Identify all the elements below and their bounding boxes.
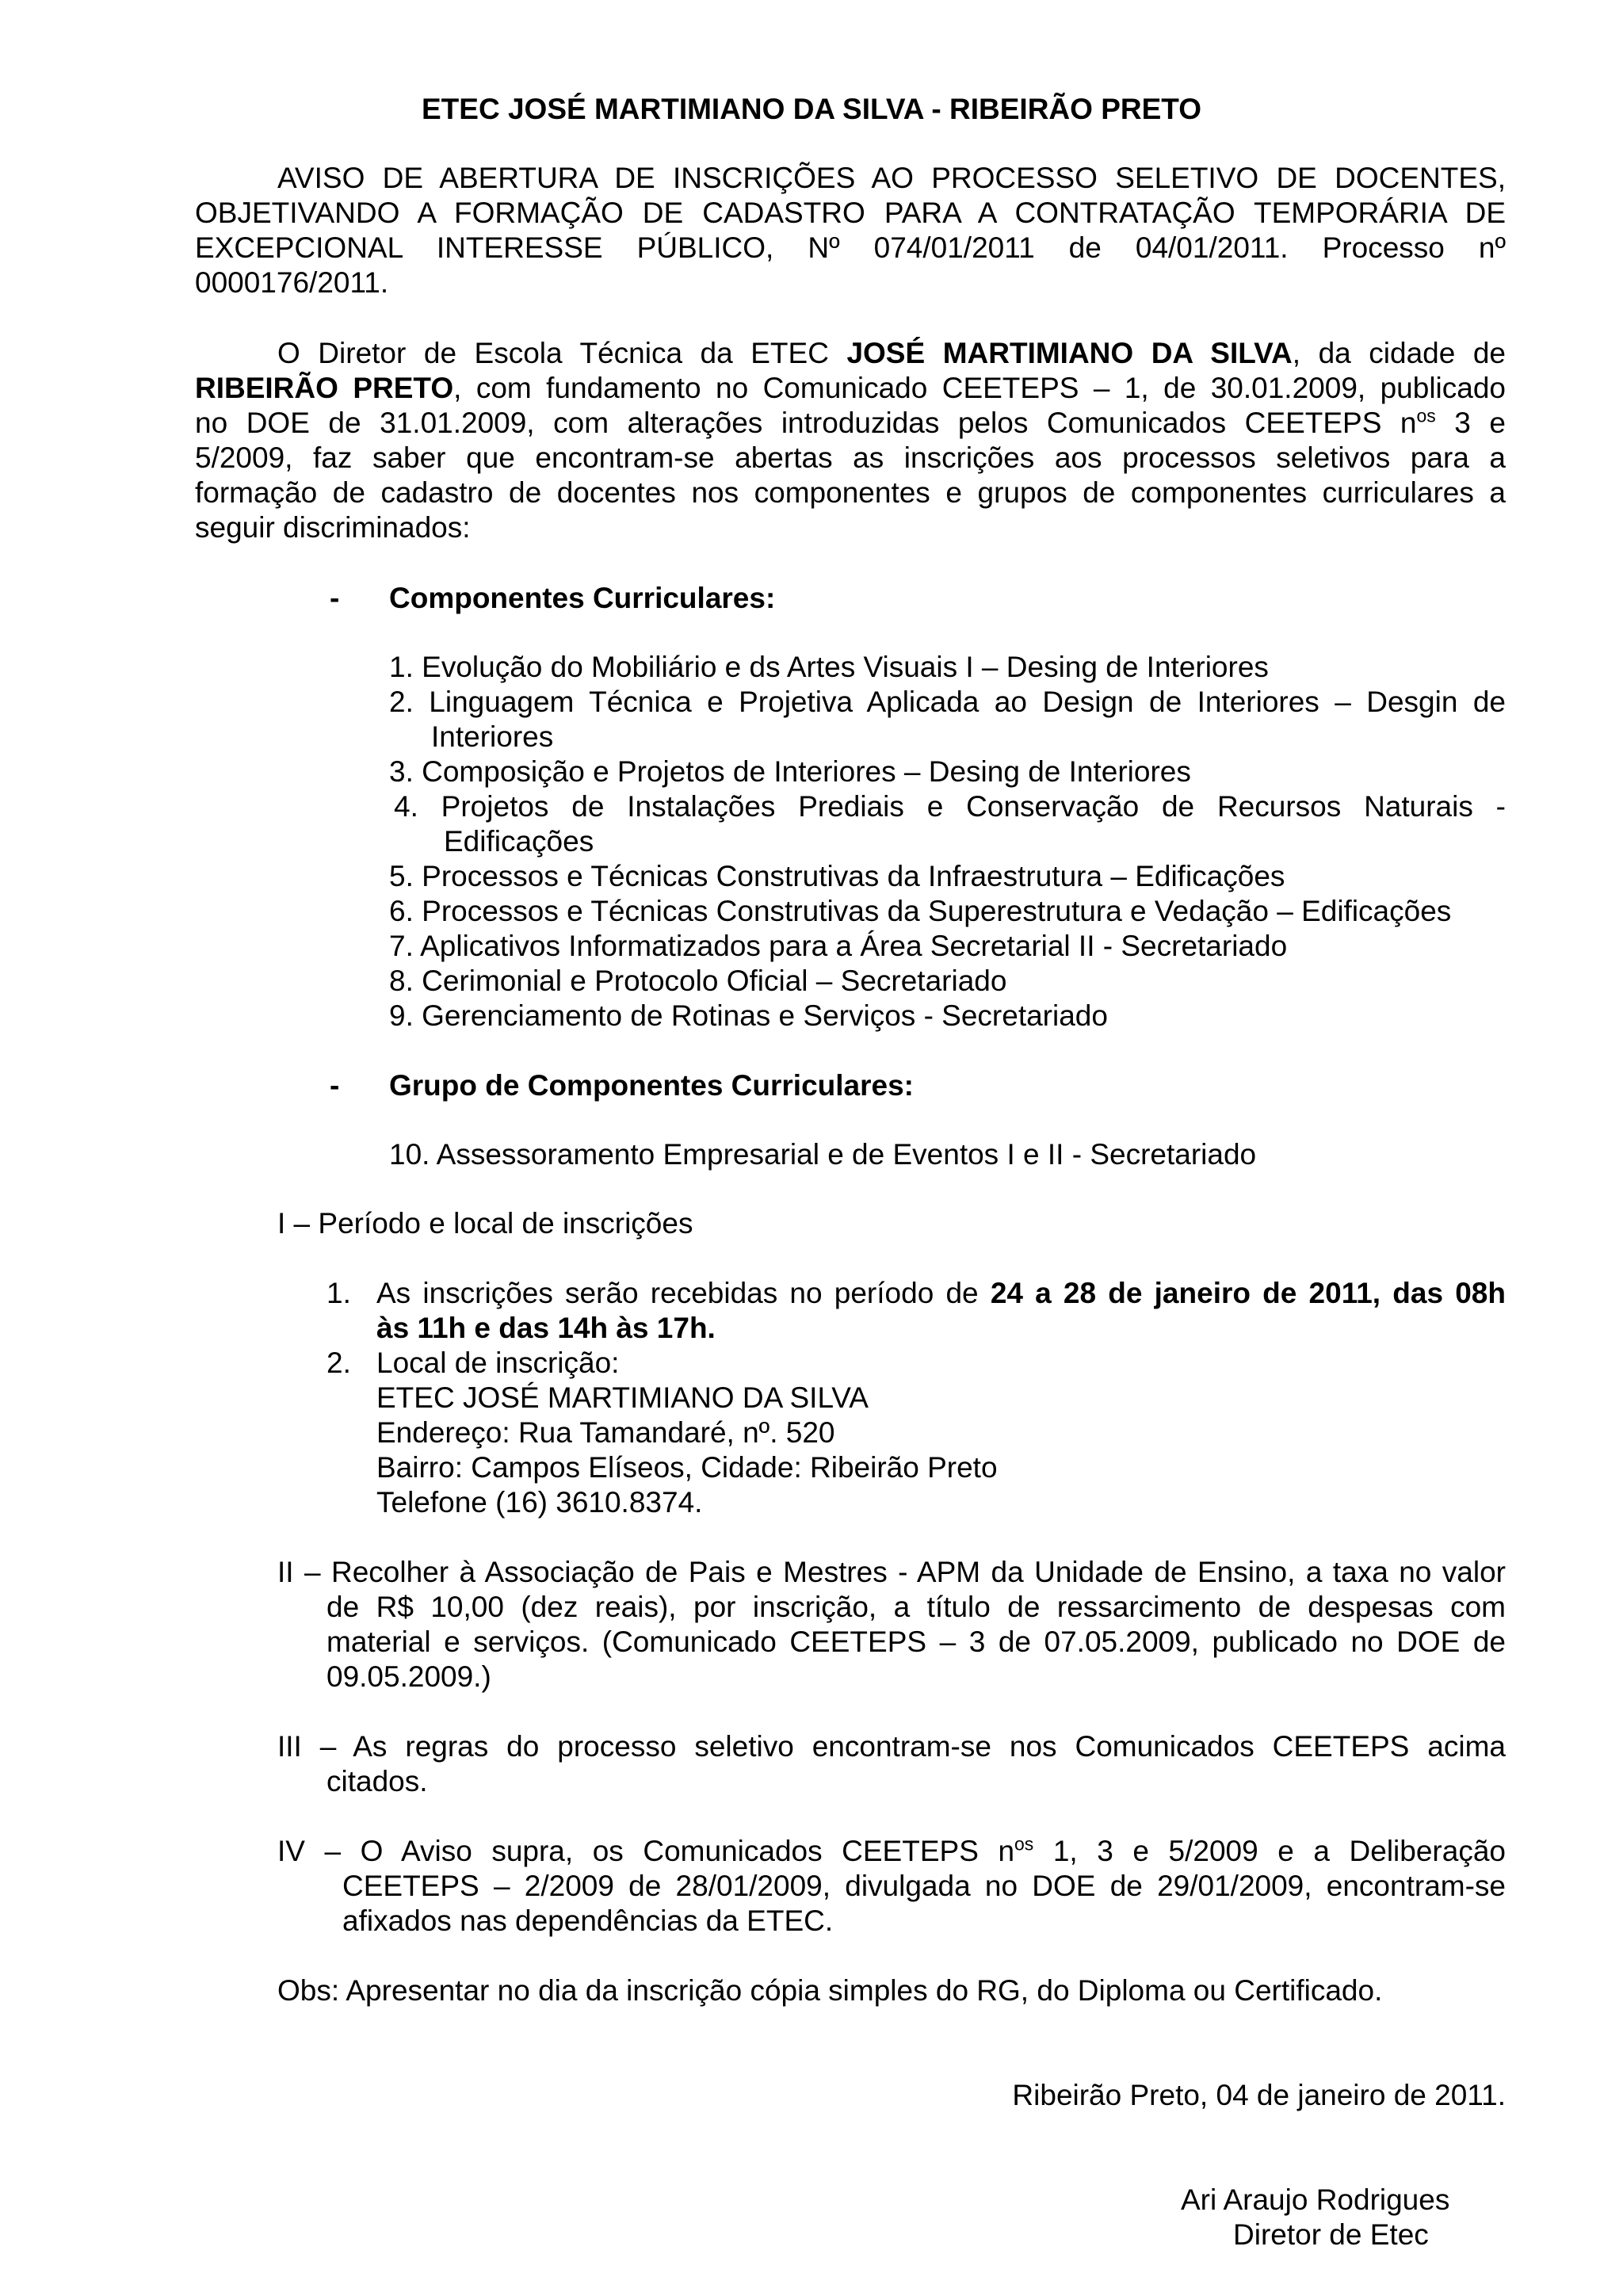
registration-address: Endereço: Rua Tamandaré, nº. 520 (376, 1416, 835, 1449)
registration-phone: Telefone (16) 3610.8374. (376, 1486, 703, 1519)
section-ii-line: material e serviços. (Comunicado CEETEPS – 3 de 07.05.2009, publicado no DOE de (327, 1626, 1506, 1658)
section-ii-line: II – Recolher à Associação de Pais e Mestres - APM da Unidade de Ensino, a taxa no valor (277, 1556, 1506, 1588)
section-iii-line: III – As regras do processo seletivo encontram-se nos Comunicados CEETEPS acima (277, 1730, 1506, 1763)
component-item: 9. Gerenciamento de Rotinas e Serviços - Secretariado (389, 999, 1108, 1032)
component-item: 6. Processos e Técnicas Construtivas da Superestrutura e Vedação – Edificações (389, 895, 1452, 927)
section-i-heading: I – Período e local de inscrições (277, 1207, 693, 1240)
intro-text: no DOE de 31.01.2009, com alterações introduzidas pelos Comunicados CEETEPS n (195, 407, 1417, 439)
intro-line (277, 336, 1506, 371)
registration-period-text: As inscrições serão recebidas no período de (376, 1277, 991, 1309)
component-item: 1. Evolução do Mobiliário e ds Artes Visuais I – Desing de Interiores (389, 651, 1269, 683)
city-name: RIBEIRÃO PRETO (195, 372, 454, 404)
school-name: JOSÉ MARTIMIANO DA SILVA (846, 337, 1293, 369)
section-iv-line (277, 1834, 1506, 1869)
superscript: os (1014, 1833, 1034, 1855)
list-number: 1. (327, 1277, 351, 1309)
notice-line: AVISO DE ABERTURA DE INSCRIÇÕES AO PROCESSO SELETIVO DE DOCENTES, (277, 162, 1506, 194)
section-ii-line: 09.05.2009.) (327, 1660, 491, 1693)
section-iv-text: IV – O Aviso supra, os Comunicados CEETEPS n (277, 1835, 1015, 1867)
component-item: 5. Processos e Técnicas Construtivas da Infraestrutura – Edificações (389, 860, 1285, 892)
groups-heading: Grupo de Componentes Curriculares: (389, 1069, 914, 1102)
superscript: os (1416, 405, 1436, 426)
notice-line: EXCEPCIONAL INTERESSE PÚBLICO, Nº 074/01/2011 de 04/01/2011. Processo nº (195, 231, 1506, 264)
date-line: Ribeirão Preto, 04 de janeiro de 2011. (1012, 2079, 1506, 2111)
intro-line (195, 406, 1506, 441)
component-item: 7. Aplicativos Informatizados para a Área Secretarial II - Secretariado (389, 930, 1288, 962)
registration-school: ETEC JOSÉ MARTIMIANO DA SILVA (376, 1381, 869, 1414)
components-dash: - (330, 582, 340, 614)
intro-line: 5/2009, faz saber que encontram-se abertas as inscrições aos processos seletivos para a (195, 441, 1506, 474)
component-item: 8. Cerimonial e Protocolo Oficial – Secretariado (389, 965, 1007, 997)
section-iv-line: CEETEPS – 2/2009 de 28/01/2009, divulgada no DOE de 29/01/2009, encontram-se (342, 1870, 1506, 1902)
registration-location-label: Local de inscrição: (376, 1347, 620, 1379)
signature-name: Ari Araujo Rodrigues (1181, 2183, 1450, 2216)
registration-district: Bairro: Campos Elíseos, Cidade: Ribeirão Preto (376, 1451, 998, 1484)
observation: Obs: Apresentar no dia da inscrição cópia simples do RG, do Diploma ou Certificado. (277, 1974, 1383, 2007)
intro-text: O Diretor de Escola Técnica da ETEC (277, 337, 847, 369)
section-iv-text: 1, 3 e 5/2009 e a Deliberação (1033, 1835, 1506, 1867)
intro-line: seguir discriminados: (195, 511, 471, 544)
document-title: ETEC JOSÉ MARTIMIANO DA SILVA - RIBEIRÃO PRETO (422, 93, 1201, 125)
component-item: Interiores (431, 720, 554, 753)
registration-period-dates: 24 a 28 de janeiro de 2011, das 08h (990, 1277, 1506, 1309)
registration-period-line (376, 1276, 1506, 1311)
groups-dash: - (330, 1069, 340, 1102)
notice-line: 0000176/2011. (195, 266, 389, 299)
notice-line: OBJETIVANDO A FORMAÇÃO DE CADASTRO PARA A CONTRATAÇÃO TEMPORÁRIA DE (195, 197, 1506, 229)
intro-text: 3 e (1435, 407, 1506, 439)
signature-role: Diretor de Etec (1233, 2218, 1429, 2251)
component-item: 4. Projetos de Instalações Prediais e Conservação de Recursos Naturais - (394, 790, 1506, 823)
group-item: 10. Assessoramento Empresarial e de Eventos I e II - Secretariado (389, 1138, 1257, 1171)
section-iv-line: afixados nas dependências da ETEC. (342, 1904, 834, 1937)
section-iii-line: citados. (327, 1765, 428, 1797)
intro-line: formação de cadastro de docentes nos componentes e grupos de componentes curriculares a (195, 476, 1506, 509)
component-item: 2. Linguagem Técnica e Projetiva Aplicada ao Design de Interiores – Desgin de (389, 686, 1506, 718)
registration-hours: às 11h e das 14h às 17h. (376, 1312, 716, 1344)
list-number: 2. (327, 1347, 351, 1379)
intro-line (195, 371, 1506, 406)
intro-text: , da cidade de (1292, 337, 1506, 369)
component-item: Edificações (444, 825, 594, 858)
components-heading: Componentes Curriculares: (389, 582, 776, 614)
component-item: 3. Composição e Projetos de Interiores – Desing de Interiores (389, 755, 1191, 788)
intro-text: , com fundamento no Comunicado CEETEPS – 1, de 30.01.2009, publicado (453, 372, 1507, 404)
section-ii-line: de R$ 10,00 (dez reais), por inscrição, a título de ressarcimento de despesas com (327, 1591, 1506, 1623)
